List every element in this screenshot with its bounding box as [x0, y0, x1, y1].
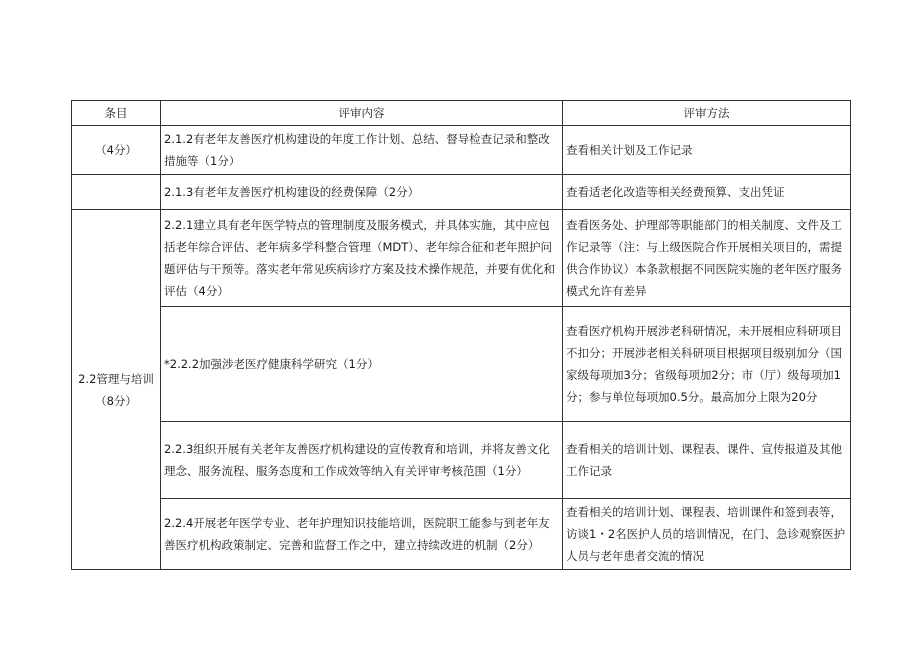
- header-method: 评审方法: [563, 101, 851, 126]
- header-item: 条目: [72, 101, 161, 126]
- content-cell: 2.1.2有老年友善医疗机构建设的年度工作计划、总结、督导检查记录和整改措施等（1分）: [161, 126, 563, 175]
- table-row: [72, 175, 851, 210]
- section2-cell: [72, 210, 161, 570]
- header-content: 评审内容: [161, 101, 563, 126]
- section1-score: （4分）: [95, 143, 137, 157]
- content-cell: *2.2.2加强涉老医疗健康科学研究（1分）: [161, 307, 563, 422]
- method-cell: 查看相关的培训计划、课程表、课件、宣传报道及其他工作记录: [563, 422, 851, 499]
- content-cell: 2.2.3组织开展有关老年友善医疗机构建设的宣传教育和培训，并将友善文化理念、服务流程、服务态度和工作成效等纳入有关评审考核范围（1分）: [161, 422, 563, 499]
- method-cell: 查看医疗机构开展涉老科研情况，未开展相应科研项目不扣分；开展涉老相关科研项目根据项目级别加分（国家级每项加3分；省级每项加2分；市（厅）级每项加1分；参与单位每项加0.5分。最高加分上限为20分: [563, 307, 851, 422]
- section1-cell: [72, 126, 161, 175]
- table-row: [72, 210, 851, 307]
- section2-score: （8分）: [95, 393, 137, 408]
- table-row: [72, 307, 851, 422]
- section2-name: 2.2管理与培训: [78, 371, 154, 386]
- header-row: [72, 101, 851, 126]
- table-row: [72, 126, 851, 175]
- content-cell: 2.1.3有老年友善医疗机构建设的经费保障（2分）: [161, 175, 563, 210]
- method-cell: 查看相关计划及工作记录: [563, 126, 851, 175]
- section1-cell-cont: [72, 175, 161, 210]
- content-cell: 2.2.4开展老年医学专业、老年护理知识技能培训，医院职工能参与到老年友善医疗机构政策制定、完善和监督工作之中，建立持续改进的机制（2分）: [161, 499, 563, 570]
- method-cell: 查看适老化改造等相关经费预算、支出凭证: [563, 175, 851, 210]
- table-row: [72, 422, 851, 499]
- review-table: [71, 100, 851, 570]
- method-cell: 查看医务处、护理部等职能部门的相关制度、文件及工作记录等（注：与上级医院合作开展相关项目的，需提供合作协议）本条款根据不同医院实施的老年医疗服务模式允许有差异: [563, 210, 851, 307]
- method-cell: 查看相关的培训计划、课程表、培训课件和签到表等，访谈1・2名医护人员的培训情况，在门、急诊观察医护人员与老年患者交流的情况: [563, 499, 851, 570]
- table-row: [72, 499, 851, 570]
- content-cell: 2.2.1建立具有老年医学特点的管理制度及服务模式，并具体实施，其中应包括老年综合评估、老年病多学科整合管理（MDT）、老年综合征和老年照护问题评估与干预等。落实老年常见疾病诊疗方案及技术操作规范，并要有优化和评估（4分）: [161, 210, 563, 307]
